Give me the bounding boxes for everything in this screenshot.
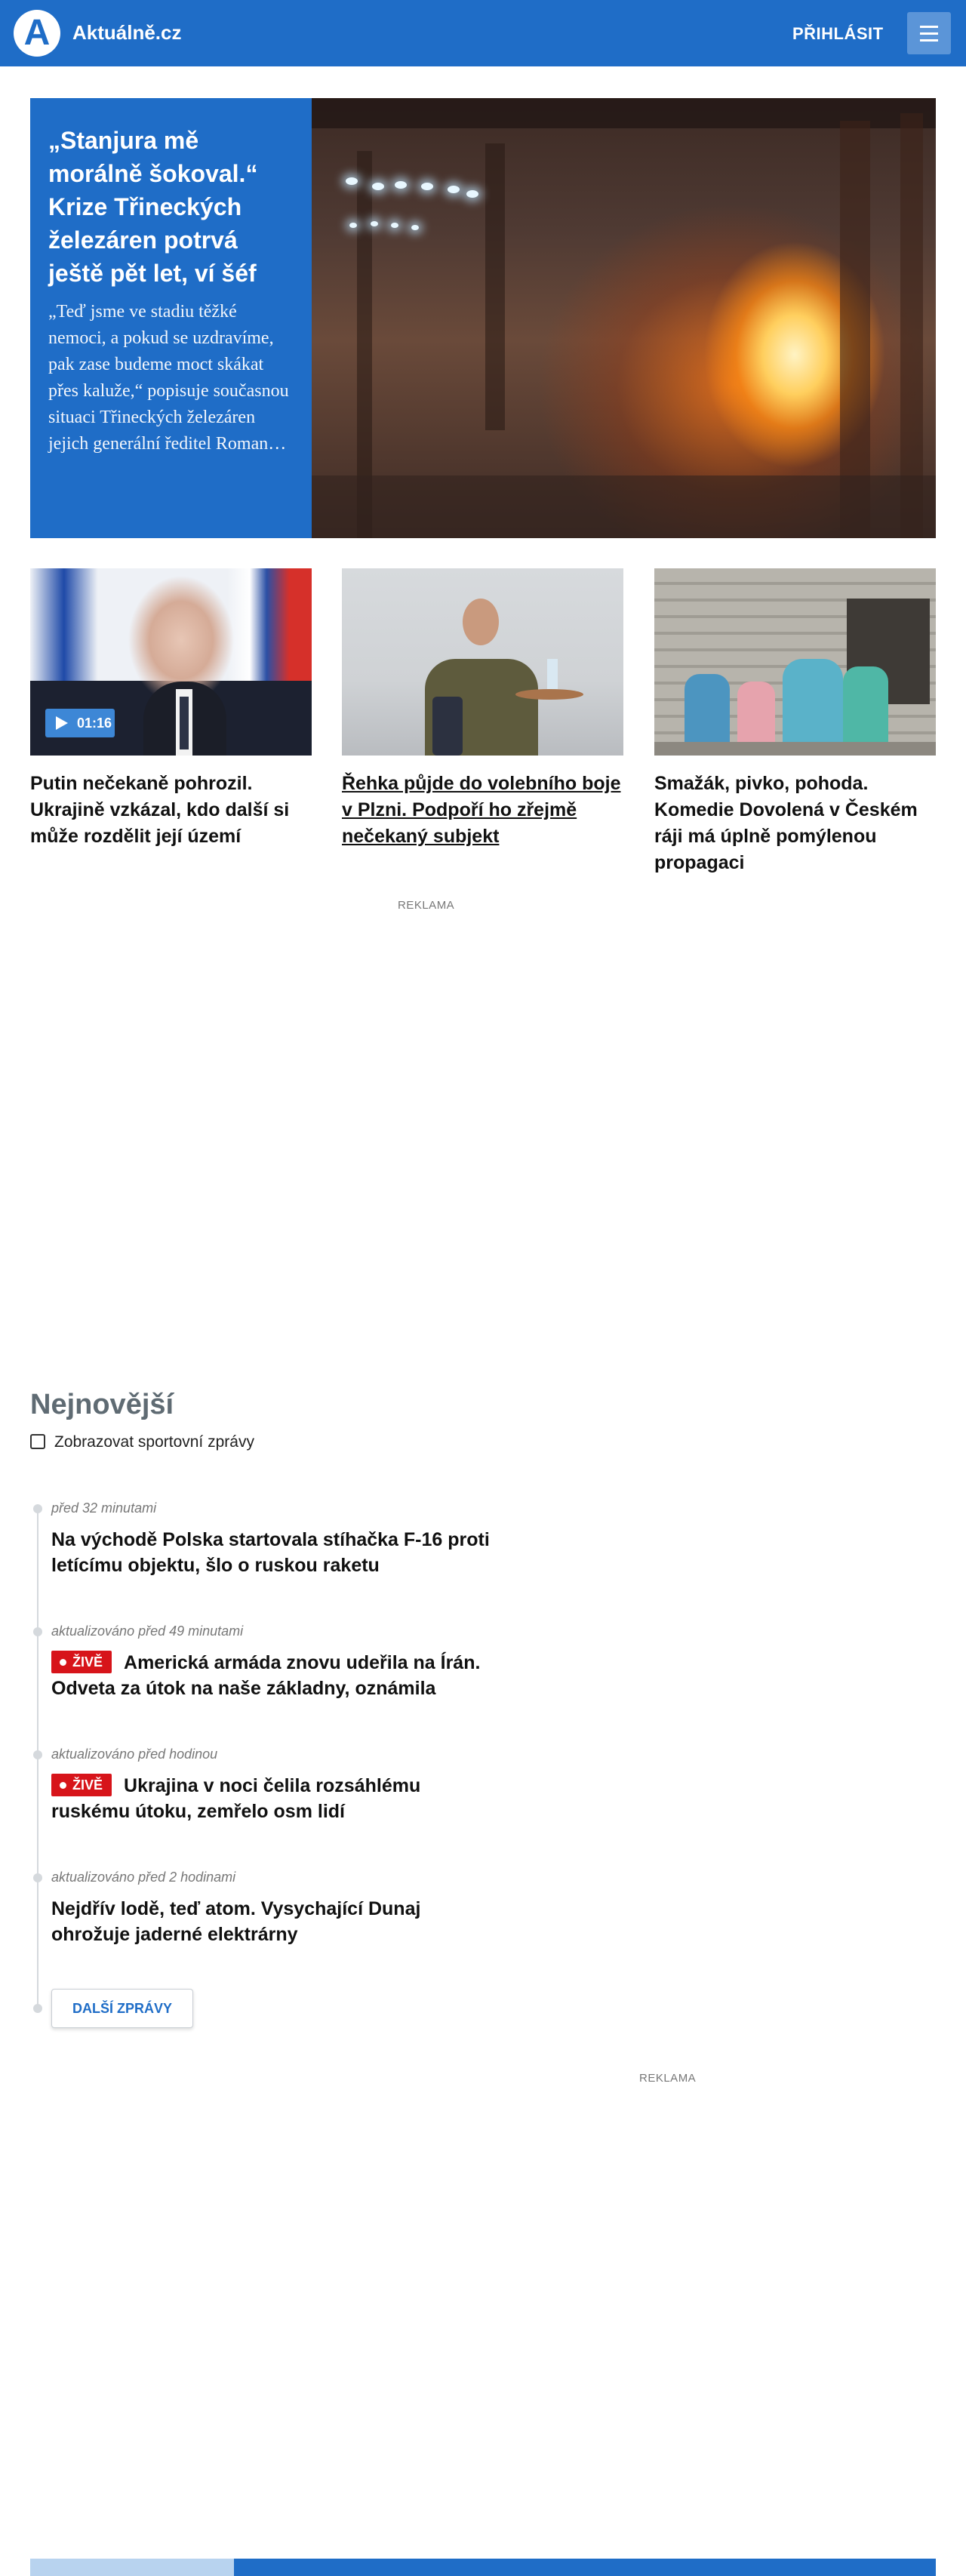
timeline-dot (33, 1504, 42, 1513)
item-timestamp: aktualizováno před 49 minutami (51, 1623, 244, 1639)
play-icon (56, 716, 68, 730)
site-header (0, 0, 966, 66)
hero-text-panel (30, 98, 312, 538)
item-headline-text: Ukrajina v noci čelila rozsáhlému ruskému útoku, zemřelo osm lidí (51, 1775, 421, 1822)
article-card[interactable] (30, 568, 312, 850)
item-headline[interactable] (51, 1773, 504, 1824)
article-image[interactable] (30, 568, 312, 756)
hero-image[interactable] (312, 98, 936, 538)
sport-toggle-label: Zobrazovat sportovní zprávy (54, 1433, 254, 1451)
item-headline[interactable]: Na východě Polska startovala stíhačka F-16 proti letícímu objektu, šlo o ruskou raketu (51, 1529, 490, 1576)
hero-title[interactable]: „Stanjura mě morálně šokoval.“ Krize Třineckých železáren potrvá ještě pět let, ví šéf (48, 127, 258, 287)
item-headline-text: Americká armáda znovu udeřila na Írán. Odveta za útok na naše základny, oznámila (51, 1652, 481, 1699)
checkbox[interactable] (30, 1434, 45, 1449)
article-title[interactable]: Řehka půjde do volebního boje v Plzni. Podpoří ho zřejmě nečekaný subjekt (342, 773, 621, 847)
hamburger-icon[interactable] (907, 12, 951, 54)
latest-news-heading: Nejnovější (30, 1389, 174, 1420)
article-title[interactable]: Smažák, pivko, pohoda. Komedie Dovolená v Českém ráji má úplně pomýlenou propagaci (654, 773, 918, 873)
item-timestamp: před 32 minutami (51, 1500, 157, 1516)
item-headline[interactable] (51, 1650, 504, 1701)
list-item[interactable] (51, 1747, 504, 1824)
login-link[interactable]: PŘIHLÁSIT (792, 24, 884, 43)
timeline-dot (33, 1750, 42, 1759)
article-image[interactable] (342, 568, 623, 756)
item-timestamp: aktualizováno před 2 hodinami (51, 1870, 236, 1885)
article-card[interactable] (654, 568, 936, 876)
timeline-dot (33, 2004, 42, 2013)
ad-label: REKLAMA (398, 899, 455, 912)
timeline-dot (33, 1627, 42, 1636)
article-title[interactable]: Putin nečekaně pohrozil. Ukrajině vzkázal, kdo další si může rozdělit její území (30, 773, 290, 847)
video-duration-badge: 01:16 (45, 709, 115, 737)
list-item[interactable] (51, 1623, 504, 1701)
hero-article[interactable] (30, 98, 936, 538)
hero-perex: „Teď jsme ve stadiu těžké nemoci, a pokud se uzdravíme, pak zase budeme moct skákat přes kaluže,“ popisuje současnou situaci Třineckých železáren jejich generální ředitel Roman… (48, 302, 289, 454)
item-headline[interactable]: Nejdřív lodě, teď atom. Vysychající Dunaj ohrožuje jaderné elektrárny (51, 1898, 421, 1945)
more-news-button[interactable]: DALŠÍ ZPRÁVY (51, 1989, 193, 2028)
sport-news-toggle[interactable] (30, 1433, 254, 1451)
bottom-banner (30, 2559, 936, 2576)
list-item[interactable] (51, 1500, 504, 1578)
site-logo[interactable]: A (14, 10, 60, 57)
live-badge: ŽIVĚ (51, 1651, 112, 1673)
article-card[interactable] (342, 568, 623, 850)
article-image[interactable] (654, 568, 936, 756)
ad-label: REKLAMA (639, 2072, 697, 2085)
timeline-dot (33, 1873, 42, 1882)
list-item[interactable] (51, 1870, 504, 1947)
site-name[interactable]: Aktuálně.cz (72, 21, 182, 44)
item-timestamp: aktualizováno před hodinou (51, 1747, 218, 1762)
live-badge: ŽIVĚ (51, 1774, 112, 1796)
